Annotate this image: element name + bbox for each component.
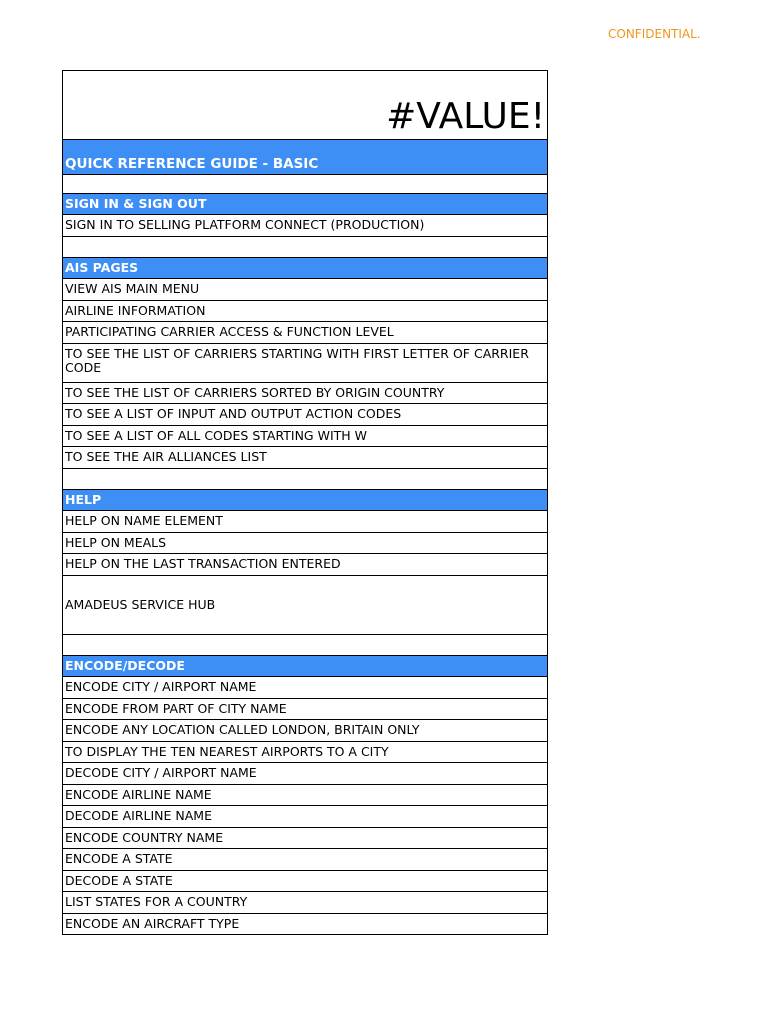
table-row[interactable]: LIST STATES FOR A COUNTRY <box>63 892 547 914</box>
table-row[interactable]: HELP ON THE LAST TRANSACTION ENTERED <box>63 554 547 576</box>
table-row[interactable]: ENCODE CITY / AIRPORT NAME <box>63 677 547 699</box>
table-row[interactable]: ENCODE AN AIRCRAFT TYPE <box>63 914 547 935</box>
blank-row[interactable] <box>63 175 547 194</box>
section-header[interactable]: SIGN IN & SIGN OUT <box>63 194 547 215</box>
table-row[interactable]: VIEW AIS MAIN MENU <box>63 279 547 301</box>
section-header[interactable]: AIS PAGES <box>63 258 547 279</box>
table-row[interactable]: DECODE A STATE <box>63 871 547 892</box>
confidential-label: CONFIDENTIAL. <box>608 27 701 41</box>
table-row[interactable]: TO SEE THE LIST OF CARRIERS STARTING WITH FIRST LETTER OF CARRIER CODE <box>63 344 547 383</box>
table-row[interactable]: ENCODE AIRLINE NAME <box>63 785 547 806</box>
table-row[interactable]: AMADEUS SERVICE HUB <box>63 576 547 635</box>
table-row[interactable]: TO SEE THE AIR ALLIANCES LIST <box>63 447 547 469</box>
table-row[interactable]: HELP ON MEALS <box>63 533 547 554</box>
table-row[interactable]: AIRLINE INFORMATION <box>63 301 547 322</box>
table-row[interactable]: TO DISPLAY THE TEN NEAREST AIRPORTS TO A CITY <box>63 742 547 763</box>
section-header[interactable]: HELP <box>63 490 547 511</box>
blank-row[interactable] <box>63 469 547 490</box>
title-cell[interactable]: #VALUE! <box>63 71 547 140</box>
table-row[interactable]: TO SEE A LIST OF INPUT AND OUTPUT ACTION CODES <box>63 404 547 426</box>
table-row[interactable]: ENCODE ANY LOCATION CALLED LONDON, BRITAIN ONLY <box>63 720 547 742</box>
table-row[interactable]: ENCODE COUNTRY NAME <box>63 828 547 849</box>
table-row[interactable]: ENCODE A STATE <box>63 849 547 871</box>
blank-row[interactable] <box>63 237 547 258</box>
table-row[interactable]: DECODE AIRLINE NAME <box>63 806 547 828</box>
spreadsheet-table <box>62 70 548 935</box>
table-row[interactable]: TO SEE A LIST OF ALL CODES STARTING WITH W <box>63 426 547 447</box>
table-row[interactable]: HELP ON NAME ELEMENT <box>63 511 547 533</box>
section-header[interactable]: ENCODE/DECODE <box>63 656 547 677</box>
table-row[interactable]: TO SEE THE LIST OF CARRIERS SORTED BY ORIGIN COUNTRY <box>63 383 547 404</box>
table-row[interactable]: DECODE CITY / AIRPORT NAME <box>63 763 547 785</box>
table-rows <box>63 140 547 935</box>
section-header[interactable]: QUICK REFERENCE GUIDE - BASIC <box>63 140 547 175</box>
table-row[interactable]: PARTICIPATING CARRIER ACCESS & FUNCTION LEVEL <box>63 322 547 344</box>
table-row[interactable]: SIGN IN TO SELLING PLATFORM CONNECT (PRODUCTION) <box>63 215 547 237</box>
table-row[interactable]: ENCODE FROM PART OF CITY NAME <box>63 699 547 720</box>
blank-row[interactable] <box>63 635 547 656</box>
